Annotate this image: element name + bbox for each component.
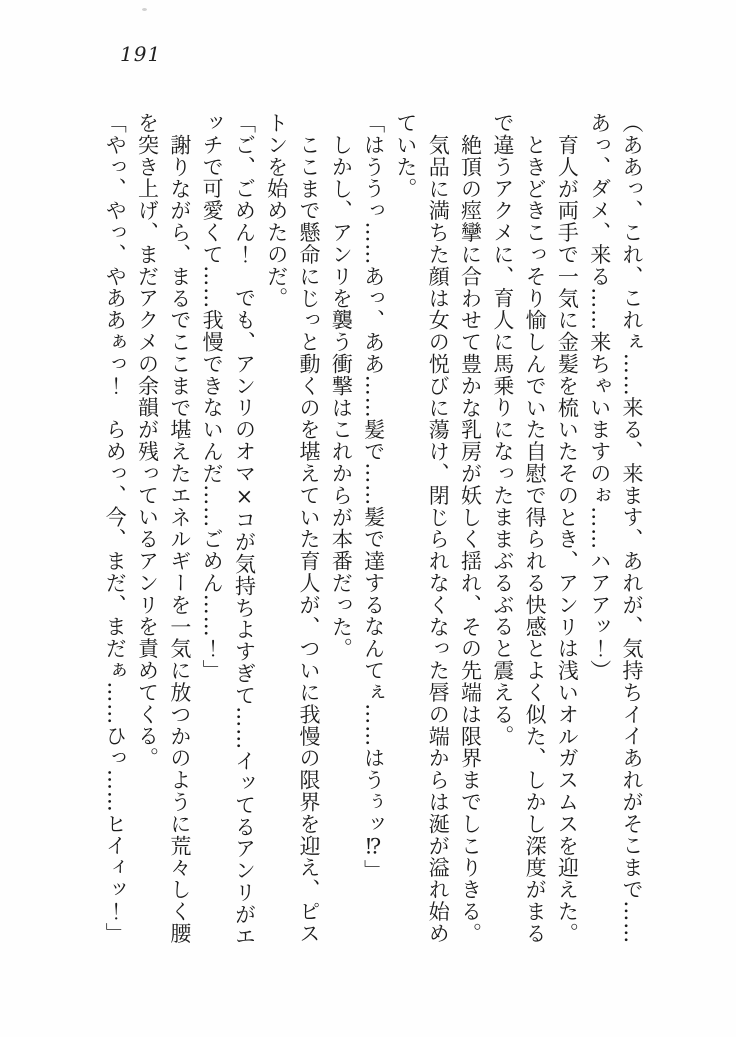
text-column-06: 絶頂の痙攣に合わせて豊かな乳房が妖しく揺れ、その先端は限界までしこりきる。	[458, 134, 483, 945]
text-column-04: ときどきこっそり愉しんでいた自慰で得られる快感とよく似た、しかし深度がまる	[523, 134, 548, 945]
text-column-02: あっ、ダメ、来る……来ちゃいますのぉ……ハアアッ！）	[587, 112, 612, 682]
text-column-11: ここまで懸命にじっと動くのを堪えていた育人が、ついに我慢の限界を迎え、ピス	[297, 134, 322, 945]
scan-speck	[142, 8, 147, 11]
text-column-05: で違うアクメに、育人に馬乗りになったままぶるぶると震える。	[490, 112, 515, 748]
text-column-01: （ああっ、これ、これぇ……来る、来ます、あれが、気持ちイイあれがそこまで……	[620, 112, 644, 945]
text-column-08: ていた。	[393, 112, 418, 200]
text-column-14: ッチで可愛くて……我慢できないんだ……ごめん……！」	[200, 112, 225, 682]
text-column-10: しかし、アンリを襲う衝撃はこれからが本番だった。	[329, 134, 354, 660]
text-column-12: トンを始めたのだ。	[264, 112, 289, 310]
text-column-17: 「やっ、やっ、やああぁっ！ らめっ、今、まだ、まだぁ……ひっ……ヒイィッ！」	[103, 112, 128, 945]
text-column-13: 「ご、ごめん！ でも、アンリのオマ×コが気持ちよすぎて……イッてるアンリがエ	[232, 112, 257, 948]
text-column-07: 気品に満ちた顔は女の悦びに蕩け、閉じられなくなった唇の端からは涎が溢れ始め	[426, 134, 451, 945]
page-number: 191	[120, 42, 162, 66]
text-column-15: 謝りながら、まるでここまで堪えたエネルギーを一気に放つかのように荒々しく腰	[167, 134, 192, 945]
text-column-16: を突き上げ、まだアクメの余韻が残っているアンリを責めてくる。	[135, 112, 160, 769]
text-column-09: 「はううっ……あっ、ああ……髪で……髪で達するなんてぇ……はうぅッ⁉」	[361, 112, 386, 882]
text-column-03: 育人が両手で一気に金髪を梳いたそのとき、アンリは浅いオルガスムスを迎えた。	[555, 134, 580, 945]
novel-text-block	[98, 112, 648, 992]
